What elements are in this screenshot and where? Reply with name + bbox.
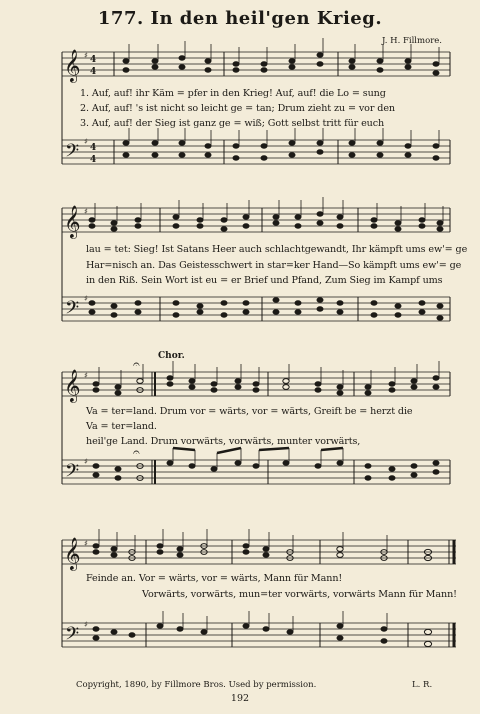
time-signature: 4 — [90, 55, 97, 65]
key-signature-sharp: ♯ — [84, 620, 88, 629]
chorus-label: Chor. — [158, 351, 185, 361]
lyric-line: lau = tet: Sieg! Ist Satans Heer auch schlachtgewandt, Ihr kämpft ums ew'= ge — [86, 244, 468, 255]
key-signature-sharp: ♯ — [84, 371, 88, 380]
lyric-line: 1. Auf, auf! ihr Käm = pfer in den Krieg! Auf, auf! die Lo = sung — [80, 88, 386, 99]
fermata-icon: 𝄐 — [133, 357, 140, 371]
key-signature-sharp: ♯ — [84, 207, 88, 216]
treble-clef-icon: 𝄞 — [64, 369, 81, 402]
lyric-line: Va = ter=land. Drum vor = wärts, vor = wärts, Greift be = herzt die — [86, 406, 413, 417]
time-signature: 4 — [90, 143, 97, 153]
lyric-line: Har=nisch an. Das Geistesschwert in star=ker Hand—So kämpft ums ew'= ge — [86, 260, 462, 271]
system-3-beams — [173, 448, 343, 453]
key-signature-sharp: ♯ — [84, 51, 88, 60]
key-signature-sharp: ♯ — [84, 137, 88, 146]
system-2-stems — [95, 197, 443, 223]
time-signature: 4 — [90, 155, 97, 165]
composer-credit: J. H. Fillmore. — [382, 36, 442, 46]
lyric-line: 2. Auf, auf! 's ist nicht so leicht ge = tan; Drum zieht zu = vor den — [80, 103, 395, 114]
lyric-line: Va = ter=land. — [86, 421, 157, 432]
bass-clef-icon: 𝄢 — [65, 624, 80, 649]
page-number: 192 — [230, 693, 250, 704]
lyric-line: 3. Auf, auf! der Sieg ist ganz ge = wiß; Gott selbst tritt für euch — [80, 118, 385, 129]
treble-clef-icon: 𝄞 — [64, 537, 81, 570]
key-signature-sharp: ♯ — [84, 294, 88, 303]
fermata-icon: 𝄐 — [133, 445, 140, 459]
time-signature: 4 — [90, 67, 97, 77]
key-signature-sharp: ♯ — [84, 457, 88, 466]
bass-clef-icon: 𝄢 — [65, 461, 80, 486]
hymn-number: 177. — [97, 8, 144, 29]
lyric-line: Vorwärts, vorwärts, mun=ter vorwärts, vorwärts Mann für Mann! — [142, 589, 457, 600]
hymn-title: In den heil'gen Krieg. — [150, 8, 383, 29]
lyric-line: heil'ge Land. Drum vorwärts, vorwärts, munter vorwärts, — [86, 436, 361, 447]
key-signature-sharp: ♯ — [84, 539, 88, 548]
footer-initials: L. R. — [412, 680, 433, 690]
copyright-notice: Copyright, 1890, by Fillmore Bros. Used by permission. — [76, 680, 317, 690]
treble-clef-icon: 𝄞 — [64, 49, 81, 82]
bass-clef-icon: 𝄢 — [65, 298, 80, 323]
treble-clef-icon: 𝄞 — [64, 205, 81, 238]
bass-clef-icon: 𝄢 — [65, 141, 80, 166]
lyric-line: in den Riß. Sein Wort ist eu = er Brief und Pfand, Zum Sieg im Kampf ums — [86, 275, 443, 286]
lyric-line: Feinde an. Vor = wärts, vor = wärts, Mann für Mann! — [86, 573, 343, 584]
